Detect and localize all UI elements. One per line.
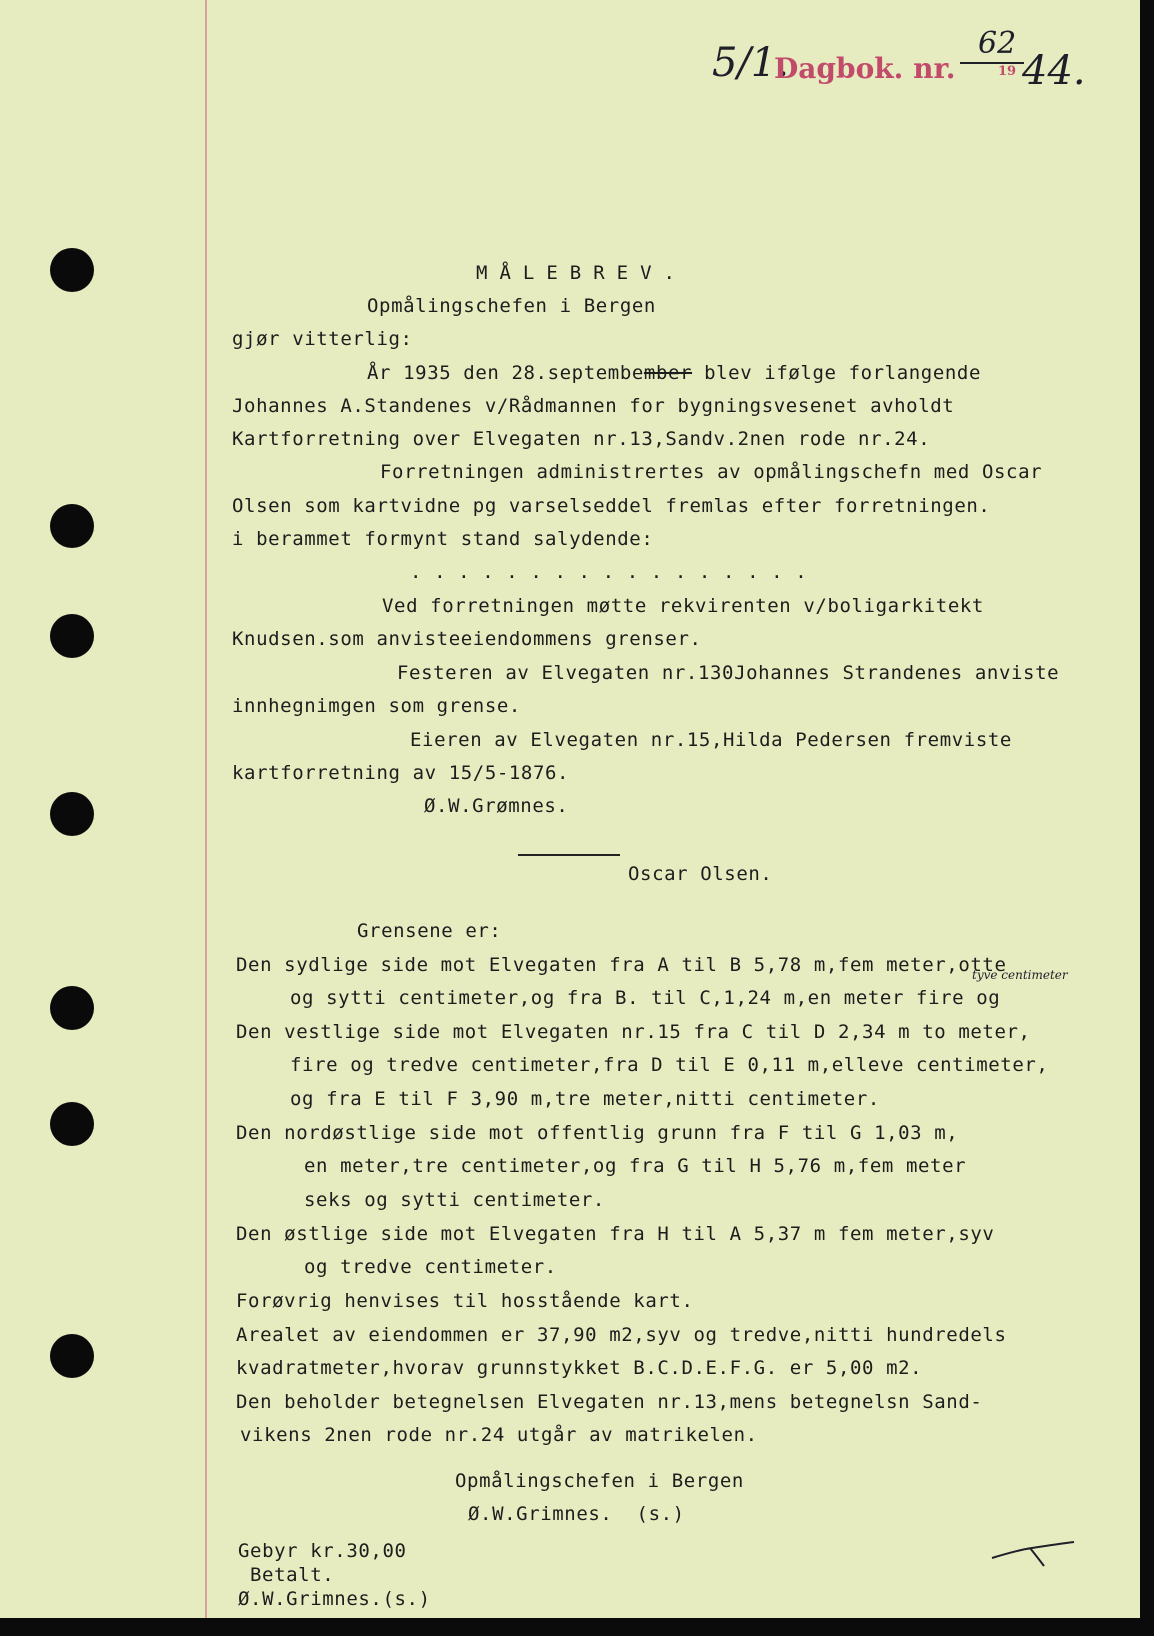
text-line: vikens 2nen rode nr.24 utgår av matrikelen.	[240, 1424, 758, 1446]
text-line: Forøvrig henvises til hosstående kart.	[236, 1290, 694, 1312]
boundary-line: en meter,tre centimeter,og fra G til H 5,76 m,fem meter	[304, 1155, 967, 1177]
boundary-line: Den nordøstlige side mot offentlig grunn fra F til G 1,03 m,	[236, 1122, 959, 1144]
ellipsis-line: . . . . . . . . . . . . . . . . .	[410, 561, 808, 583]
text-line: kvadratmeter,hvorav grunnstykket B.C.D.E.F.G. er 5,00 m2.	[236, 1357, 923, 1379]
stamp-year-prefix: 19	[998, 64, 1017, 79]
text-line: innhegnimgen som grense.	[232, 695, 521, 717]
boundary-line: og sytti centimeter,og fra B. til C,1,24 m,en meter fire og	[290, 987, 1001, 1009]
handwritten-date: 5/1.	[712, 40, 790, 86]
handwritten-insert: tyve centimeter	[972, 968, 1068, 982]
text-line: kartforretning av 15/5-1876.	[232, 762, 570, 784]
handwritten-checkmark	[988, 1540, 1078, 1570]
signature-line: Opmålingschefen i Bergen	[455, 1470, 744, 1492]
boundary-line: Den vestlige side mot Elvegaten nr.15 fra C til D 2,34 m to meter,	[236, 1021, 1031, 1043]
signature-line: Ø.W.Grømnes.	[424, 795, 569, 817]
text-fragment: blev ifølge forlangende	[692, 362, 981, 384]
handwritten-journal-number: 62	[978, 26, 1017, 61]
text-line: Den beholder betegnelsen Elvegaten nr.13,mens betegnelsn Sand-	[236, 1391, 983, 1413]
paid-line: Betalt.	[250, 1564, 335, 1586]
text-line: Johannes A.Standenes v/Rådmannen for bygningsvesenet avholdt	[232, 395, 955, 417]
margin-rule	[205, 0, 207, 1618]
signature-line: Ø.W.Grimnes.(s.)	[238, 1588, 431, 1610]
document-title: MÅLEBREV.	[476, 262, 687, 284]
signature-line: Ø.W.Grimnes. (s.)	[468, 1503, 685, 1525]
text-line-with-correction	[367, 364, 981, 383]
text-line: Kartforretning over Elvegaten nr.13,Sandv.2nen rode nr.24.	[232, 428, 931, 450]
punch-hole	[50, 792, 94, 836]
text-line: Forretningen administrertes av opmålingschefn med Oscar	[380, 461, 1043, 483]
punch-hole	[50, 614, 94, 658]
struck-text: mber	[643, 362, 693, 384]
text-line: Opmålingschefen i Bergen	[367, 295, 656, 317]
text-line: Ved forretningen møtte rekvirenten v/boligarkitekt	[382, 595, 984, 617]
text-line: Knudsen.som anvisteeiendommens grenser.	[232, 628, 702, 650]
boundary-line: Den østlige side mot Elvegaten fra H til A 5,37 m fem meter,syv	[236, 1223, 995, 1245]
text-fragment: År 1935 den 28.septembe	[367, 362, 644, 384]
punch-hole	[50, 248, 94, 292]
punch-hole	[50, 986, 94, 1030]
punch-hole	[50, 1334, 94, 1378]
punch-hole	[50, 504, 94, 548]
text-line: i berammet formynt stand salydende:	[232, 528, 654, 550]
punch-hole	[50, 1102, 94, 1146]
boundary-line: fire og tredve centimeter,fra D til E 0,11 m,elleve centimeter,	[290, 1054, 1049, 1076]
text-line: Olsen som kartvidne pg varselseddel fremlas efter forretningen.	[232, 495, 991, 517]
boundary-line: Den sydlige side mot Elvegaten fra A til B 5,78 m,fem meter,otte	[236, 954, 1007, 976]
text-line: Arealet av eiendommen er 37,90 m2,syv og tredve,nitti hundredels	[236, 1324, 1007, 1346]
handwritten-year: 44.	[1022, 48, 1086, 94]
boundary-line: og tredve centimeter.	[304, 1256, 557, 1278]
boundary-line: seks og sytti centimeter.	[304, 1189, 605, 1211]
fee-line: Gebyr kr.30,00	[238, 1540, 407, 1562]
section-heading: Grensene er:	[357, 920, 502, 942]
text-line: gjør vitterlig:	[232, 328, 413, 350]
text-line: Eieren av Elvegaten nr.15,Hilda Pedersen fremviste	[410, 729, 1012, 751]
signature-line: Oscar Olsen.	[628, 863, 773, 885]
boundary-line: og fra E til F 3,90 m,tre meter,nitti centimeter.	[290, 1088, 880, 1110]
text-line: Festeren av Elvegaten nr.130Johannes Strandenes anviste	[397, 662, 1060, 684]
signature-rule	[518, 854, 620, 856]
journal-stamp: Dagbok. nr.	[774, 52, 956, 85]
